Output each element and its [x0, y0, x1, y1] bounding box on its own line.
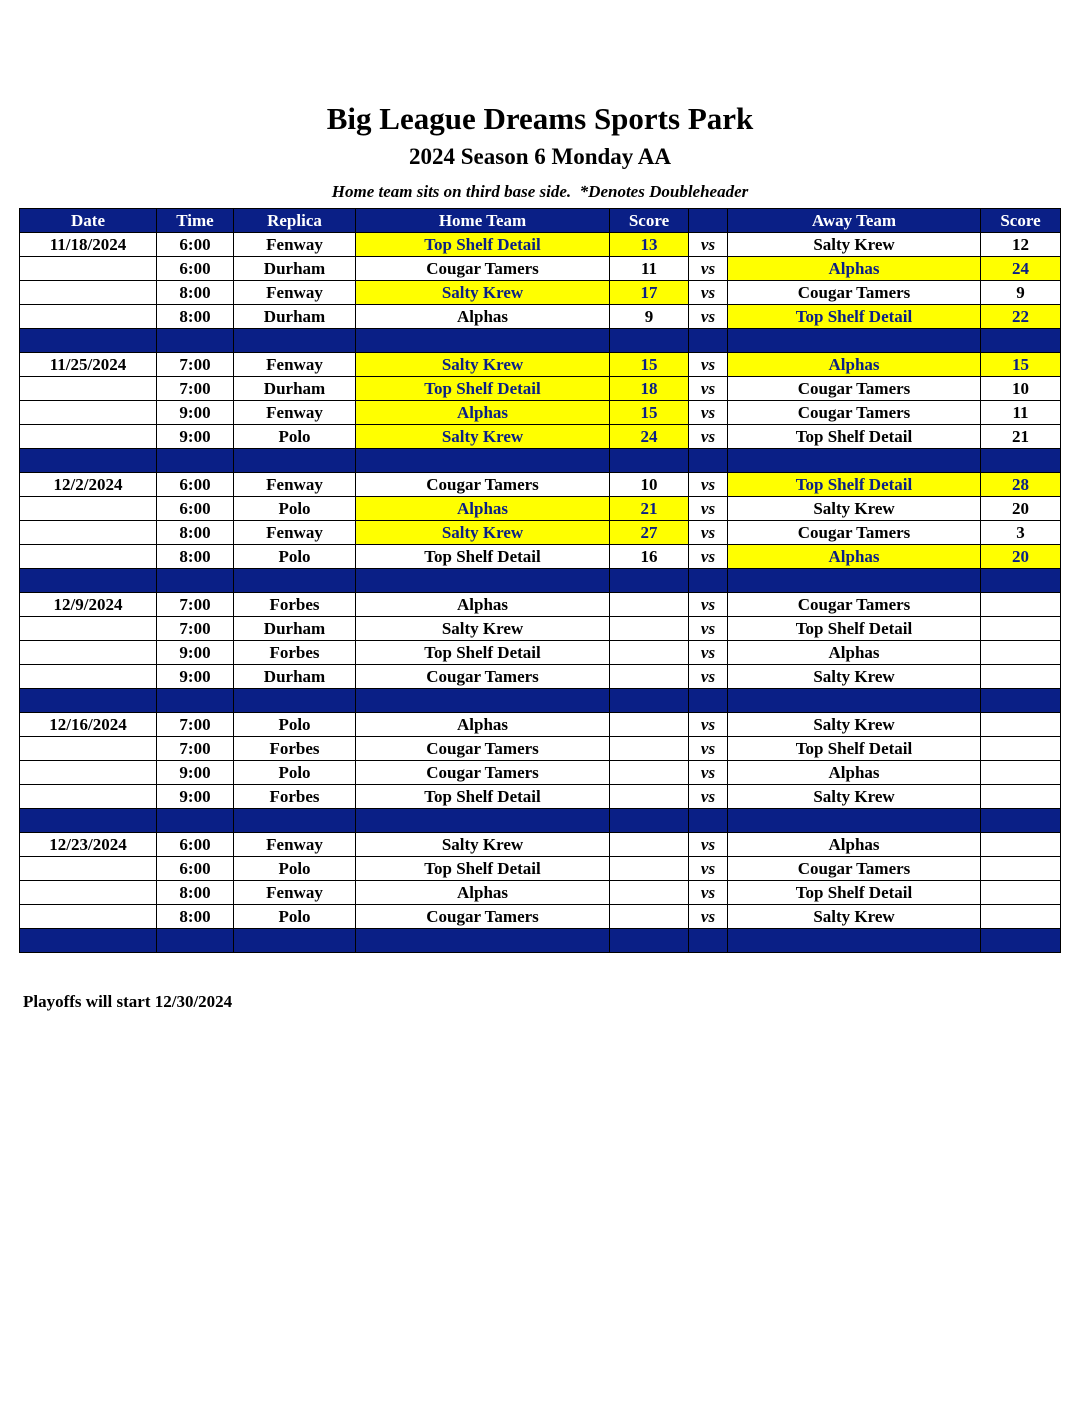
away-score-cell: 3	[981, 521, 1061, 545]
replica-cell: Fenway	[234, 881, 356, 905]
home-score-cell	[610, 593, 689, 617]
home-score-cell: 15	[610, 353, 689, 377]
separator-cell	[689, 329, 728, 353]
date-cell	[20, 905, 157, 929]
time-cell: 7:00	[157, 377, 234, 401]
separator-cell	[689, 809, 728, 833]
time-cell: 6:00	[157, 857, 234, 881]
table-row	[20, 665, 1061, 689]
separator-cell	[234, 689, 356, 713]
away-score-cell: 28	[981, 473, 1061, 497]
separator-cell	[356, 329, 610, 353]
vs-cell: vs	[689, 233, 728, 257]
schedule-note: Home team sits on third base side. *Denotes Doubleheader	[331, 182, 749, 201]
away-team-cell: Alphas	[728, 833, 981, 857]
separator-cell	[689, 449, 728, 473]
away-team-cell: Top Shelf Detail	[728, 305, 981, 329]
home-team-cell: Salty Krew	[356, 353, 610, 377]
vs-cell: vs	[689, 377, 728, 401]
home-team-cell: Top Shelf Detail	[356, 785, 610, 809]
separator-cell	[981, 689, 1061, 713]
table-row	[20, 377, 1061, 401]
separator-cell	[689, 689, 728, 713]
vs-cell: vs	[689, 617, 728, 641]
away-team-cell: Salty Krew	[728, 713, 981, 737]
home-score-cell: 16	[610, 545, 689, 569]
week-separator-row	[20, 929, 1061, 953]
separator-cell	[610, 809, 689, 833]
separator-cell	[610, 329, 689, 353]
replica-cell: Fenway	[234, 401, 356, 425]
away-score-cell: 11	[981, 401, 1061, 425]
separator-cell	[157, 329, 234, 353]
away-score-cell	[981, 833, 1061, 857]
home-team-cell: Cougar Tamers	[356, 257, 610, 281]
away-score-cell: 20	[981, 545, 1061, 569]
date-cell: 12/9/2024	[20, 593, 157, 617]
separator-cell	[356, 809, 610, 833]
vs-cell: vs	[689, 473, 728, 497]
separator-cell	[157, 569, 234, 593]
table-row	[20, 833, 1061, 857]
home-team-cell: Alphas	[356, 713, 610, 737]
away-team-cell: Salty Krew	[728, 785, 981, 809]
home-team-cell: Alphas	[356, 593, 610, 617]
home-team-cell: Alphas	[356, 305, 610, 329]
table-row	[20, 425, 1061, 449]
home-score-cell: 18	[610, 377, 689, 401]
table-row	[20, 473, 1061, 497]
vs-cell: vs	[689, 905, 728, 929]
playoffs-note: Playoffs will start 12/30/2024	[23, 992, 233, 1011]
date-cell	[20, 665, 157, 689]
separator-cell	[356, 449, 610, 473]
date-cell	[20, 257, 157, 281]
replica-cell: Durham	[234, 665, 356, 689]
time-cell: 7:00	[157, 617, 234, 641]
separator-cell	[20, 569, 157, 593]
time-cell: 9:00	[157, 425, 234, 449]
time-cell: 7:00	[157, 593, 234, 617]
table-row	[20, 641, 1061, 665]
table-row	[20, 713, 1061, 737]
replica-cell: Polo	[234, 545, 356, 569]
table-row	[20, 857, 1061, 881]
replica-cell: Forbes	[234, 737, 356, 761]
home-score-cell: 21	[610, 497, 689, 521]
away-score-cell	[981, 617, 1061, 641]
time-cell: 7:00	[157, 353, 234, 377]
away-team-cell: Alphas	[728, 641, 981, 665]
time-cell: 9:00	[157, 401, 234, 425]
replica-cell: Fenway	[234, 833, 356, 857]
time-cell: 9:00	[157, 761, 234, 785]
home-score-cell	[610, 737, 689, 761]
separator-cell	[728, 929, 981, 953]
table-row	[20, 305, 1061, 329]
away-score-cell: 22	[981, 305, 1061, 329]
week-separator-row	[20, 689, 1061, 713]
home-team-cell: Top Shelf Detail	[356, 641, 610, 665]
col-header-home-team: Home Team	[356, 209, 610, 233]
separator-cell	[20, 449, 157, 473]
away-team-cell: Top Shelf Detail	[728, 617, 981, 641]
replica-cell: Durham	[234, 377, 356, 401]
vs-cell: vs	[689, 353, 728, 377]
date-cell	[20, 305, 157, 329]
replica-cell: Durham	[234, 617, 356, 641]
separator-cell	[20, 689, 157, 713]
time-cell: 9:00	[157, 641, 234, 665]
separator-cell	[610, 449, 689, 473]
home-score-cell: 17	[610, 281, 689, 305]
separator-cell	[20, 329, 157, 353]
home-score-cell	[610, 713, 689, 737]
vs-cell: vs	[689, 857, 728, 881]
table-row	[20, 617, 1061, 641]
home-score-cell	[610, 881, 689, 905]
home-team-cell: Cougar Tamers	[356, 761, 610, 785]
replica-cell: Fenway	[234, 353, 356, 377]
away-score-cell: 24	[981, 257, 1061, 281]
vs-cell: vs	[689, 881, 728, 905]
home-score-cell	[610, 833, 689, 857]
separator-cell	[356, 569, 610, 593]
away-score-cell: 10	[981, 377, 1061, 401]
time-cell: 7:00	[157, 737, 234, 761]
time-cell: 6:00	[157, 497, 234, 521]
vs-cell: vs	[689, 833, 728, 857]
table-row	[20, 353, 1061, 377]
home-score-cell: 27	[610, 521, 689, 545]
home-team-cell: Cougar Tamers	[356, 905, 610, 929]
replica-cell: Forbes	[234, 785, 356, 809]
page-title: Big League Dreams Sports Park	[326, 101, 754, 136]
time-cell: 7:00	[157, 713, 234, 737]
separator-cell	[234, 929, 356, 953]
date-cell	[20, 521, 157, 545]
home-team-cell: Cougar Tamers	[356, 473, 610, 497]
replica-cell: Fenway	[234, 473, 356, 497]
separator-cell	[20, 929, 157, 953]
vs-cell: vs	[689, 713, 728, 737]
away-team-cell: Salty Krew	[728, 233, 981, 257]
time-cell: 8:00	[157, 545, 234, 569]
home-score-cell	[610, 617, 689, 641]
home-score-cell	[610, 761, 689, 785]
replica-cell: Durham	[234, 257, 356, 281]
away-team-cell: Alphas	[728, 257, 981, 281]
col-header-date: Date	[20, 209, 157, 233]
date-cell	[20, 785, 157, 809]
separator-cell	[981, 929, 1061, 953]
table-row	[20, 281, 1061, 305]
away-score-cell: 20	[981, 497, 1061, 521]
vs-cell: vs	[689, 257, 728, 281]
away-team-cell: Cougar Tamers	[728, 281, 981, 305]
vs-cell: vs	[689, 545, 728, 569]
away-team-cell: Top Shelf Detail	[728, 473, 981, 497]
home-team-cell: Top Shelf Detail	[356, 377, 610, 401]
separator-cell	[20, 809, 157, 833]
date-cell	[20, 617, 157, 641]
away-team-cell: Top Shelf Detail	[728, 881, 981, 905]
time-cell: 6:00	[157, 833, 234, 857]
table-row	[20, 233, 1061, 257]
home-score-cell	[610, 665, 689, 689]
replica-cell: Fenway	[234, 281, 356, 305]
schedule-body	[20, 233, 1061, 953]
replica-cell: Polo	[234, 761, 356, 785]
away-score-cell	[981, 905, 1061, 929]
col-header-vs	[689, 209, 728, 233]
home-team-cell: Salty Krew	[356, 425, 610, 449]
separator-cell	[689, 569, 728, 593]
away-score-cell: 15	[981, 353, 1061, 377]
separator-cell	[728, 329, 981, 353]
vs-cell: vs	[689, 641, 728, 665]
away-score-cell	[981, 761, 1061, 785]
home-score-cell	[610, 905, 689, 929]
col-header-away-score: Score	[981, 209, 1061, 233]
replica-cell: Polo	[234, 857, 356, 881]
away-score-cell	[981, 785, 1061, 809]
away-team-cell: Cougar Tamers	[728, 521, 981, 545]
date-cell	[20, 377, 157, 401]
table-row	[20, 401, 1061, 425]
separator-cell	[610, 929, 689, 953]
home-team-cell: Alphas	[356, 401, 610, 425]
home-score-cell	[610, 857, 689, 881]
separator-cell	[234, 809, 356, 833]
separator-cell	[356, 689, 610, 713]
week-separator-row	[20, 809, 1061, 833]
away-team-cell: Salty Krew	[728, 905, 981, 929]
home-team-cell: Top Shelf Detail	[356, 545, 610, 569]
vs-cell: vs	[689, 785, 728, 809]
table-row	[20, 521, 1061, 545]
week-separator-row	[20, 449, 1061, 473]
home-score-cell: 13	[610, 233, 689, 257]
home-score-cell: 15	[610, 401, 689, 425]
replica-cell: Forbes	[234, 593, 356, 617]
replica-cell: Polo	[234, 905, 356, 929]
date-cell	[20, 545, 157, 569]
time-cell: 8:00	[157, 521, 234, 545]
separator-cell	[234, 569, 356, 593]
away-team-cell: Top Shelf Detail	[728, 737, 981, 761]
home-score-cell: 24	[610, 425, 689, 449]
table-row	[20, 737, 1061, 761]
separator-cell	[234, 449, 356, 473]
away-score-cell	[981, 593, 1061, 617]
separator-cell	[981, 569, 1061, 593]
away-team-cell: Alphas	[728, 545, 981, 569]
separator-cell	[728, 689, 981, 713]
away-team-cell: Salty Krew	[728, 665, 981, 689]
away-score-cell	[981, 857, 1061, 881]
home-team-cell: Salty Krew	[356, 617, 610, 641]
replica-cell: Fenway	[234, 521, 356, 545]
separator-cell	[981, 449, 1061, 473]
home-score-cell	[610, 641, 689, 665]
away-team-cell: Alphas	[728, 761, 981, 785]
vs-cell: vs	[689, 593, 728, 617]
home-team-cell: Alphas	[356, 881, 610, 905]
away-team-cell: Cougar Tamers	[728, 857, 981, 881]
date-cell: 12/16/2024	[20, 713, 157, 737]
home-score-cell: 9	[610, 305, 689, 329]
date-cell: 11/18/2024	[20, 233, 157, 257]
date-cell	[20, 497, 157, 521]
date-cell	[20, 401, 157, 425]
week-separator-row	[20, 569, 1061, 593]
date-cell	[20, 881, 157, 905]
separator-cell	[234, 329, 356, 353]
time-cell: 9:00	[157, 665, 234, 689]
col-header-home-score: Score	[610, 209, 689, 233]
time-cell: 8:00	[157, 281, 234, 305]
col-header-replica: Replica	[234, 209, 356, 233]
separator-cell	[689, 929, 728, 953]
separator-cell	[157, 929, 234, 953]
vs-cell: vs	[689, 305, 728, 329]
home-team-cell: Salty Krew	[356, 521, 610, 545]
home-team-cell: Alphas	[356, 497, 610, 521]
separator-cell	[610, 689, 689, 713]
away-score-cell	[981, 713, 1061, 737]
time-cell: 6:00	[157, 233, 234, 257]
separator-cell	[728, 809, 981, 833]
vs-cell: vs	[689, 425, 728, 449]
date-cell	[20, 281, 157, 305]
table-row	[20, 593, 1061, 617]
away-team-cell: Alphas	[728, 353, 981, 377]
date-cell: 12/2/2024	[20, 473, 157, 497]
separator-cell	[157, 689, 234, 713]
replica-cell: Durham	[234, 305, 356, 329]
separator-cell	[356, 929, 610, 953]
away-team-cell: Top Shelf Detail	[728, 425, 981, 449]
home-score-cell: 10	[610, 473, 689, 497]
vs-cell: vs	[689, 761, 728, 785]
date-cell	[20, 425, 157, 449]
separator-cell	[981, 809, 1061, 833]
replica-cell: Polo	[234, 497, 356, 521]
away-team-cell: Salty Krew	[728, 497, 981, 521]
week-separator-row	[20, 329, 1061, 353]
vs-cell: vs	[689, 281, 728, 305]
separator-cell	[157, 809, 234, 833]
separator-cell	[728, 449, 981, 473]
away-score-cell	[981, 737, 1061, 761]
table-header-row	[20, 209, 1061, 233]
table-row	[20, 545, 1061, 569]
home-team-cell: Cougar Tamers	[356, 665, 610, 689]
time-cell: 6:00	[157, 257, 234, 281]
home-team-cell: Cougar Tamers	[356, 737, 610, 761]
home-team-cell: Top Shelf Detail	[356, 233, 610, 257]
away-score-cell	[981, 881, 1061, 905]
away-team-cell: Cougar Tamers	[728, 593, 981, 617]
vs-cell: vs	[689, 521, 728, 545]
time-cell: 8:00	[157, 881, 234, 905]
vs-cell: vs	[689, 665, 728, 689]
away-score-cell: 12	[981, 233, 1061, 257]
away-score-cell	[981, 641, 1061, 665]
time-cell: 8:00	[157, 305, 234, 329]
separator-cell	[610, 569, 689, 593]
date-cell: 11/25/2024	[20, 353, 157, 377]
table-row	[20, 785, 1061, 809]
home-team-cell: Salty Krew	[356, 833, 610, 857]
page-subtitle: 2024 Season 6 Monday AA	[409, 144, 671, 169]
date-cell	[20, 857, 157, 881]
vs-cell: vs	[689, 497, 728, 521]
col-header-away-team: Away Team	[728, 209, 981, 233]
vs-cell: vs	[689, 737, 728, 761]
away-score-cell	[981, 665, 1061, 689]
table-row	[20, 257, 1061, 281]
away-team-cell: Cougar Tamers	[728, 401, 981, 425]
home-score-cell: 11	[610, 257, 689, 281]
away-score-cell: 21	[981, 425, 1061, 449]
replica-cell: Polo	[234, 425, 356, 449]
separator-cell	[981, 329, 1061, 353]
time-cell: 8:00	[157, 905, 234, 929]
date-cell: 12/23/2024	[20, 833, 157, 857]
date-cell	[20, 737, 157, 761]
table-row	[20, 497, 1061, 521]
replica-cell: Forbes	[234, 641, 356, 665]
away-score-cell: 9	[981, 281, 1061, 305]
separator-cell	[157, 449, 234, 473]
time-cell: 9:00	[157, 785, 234, 809]
replica-cell: Polo	[234, 713, 356, 737]
table-row	[20, 761, 1061, 785]
home-team-cell: Top Shelf Detail	[356, 857, 610, 881]
schedule-table	[19, 208, 1061, 953]
date-cell	[20, 761, 157, 785]
time-cell: 6:00	[157, 473, 234, 497]
date-cell	[20, 641, 157, 665]
vs-cell: vs	[689, 401, 728, 425]
home-score-cell	[610, 785, 689, 809]
away-team-cell: Cougar Tamers	[728, 377, 981, 401]
table-row	[20, 881, 1061, 905]
home-team-cell: Salty Krew	[356, 281, 610, 305]
table-row	[20, 905, 1061, 929]
replica-cell: Fenway	[234, 233, 356, 257]
separator-cell	[728, 569, 981, 593]
col-header-time: Time	[157, 209, 234, 233]
